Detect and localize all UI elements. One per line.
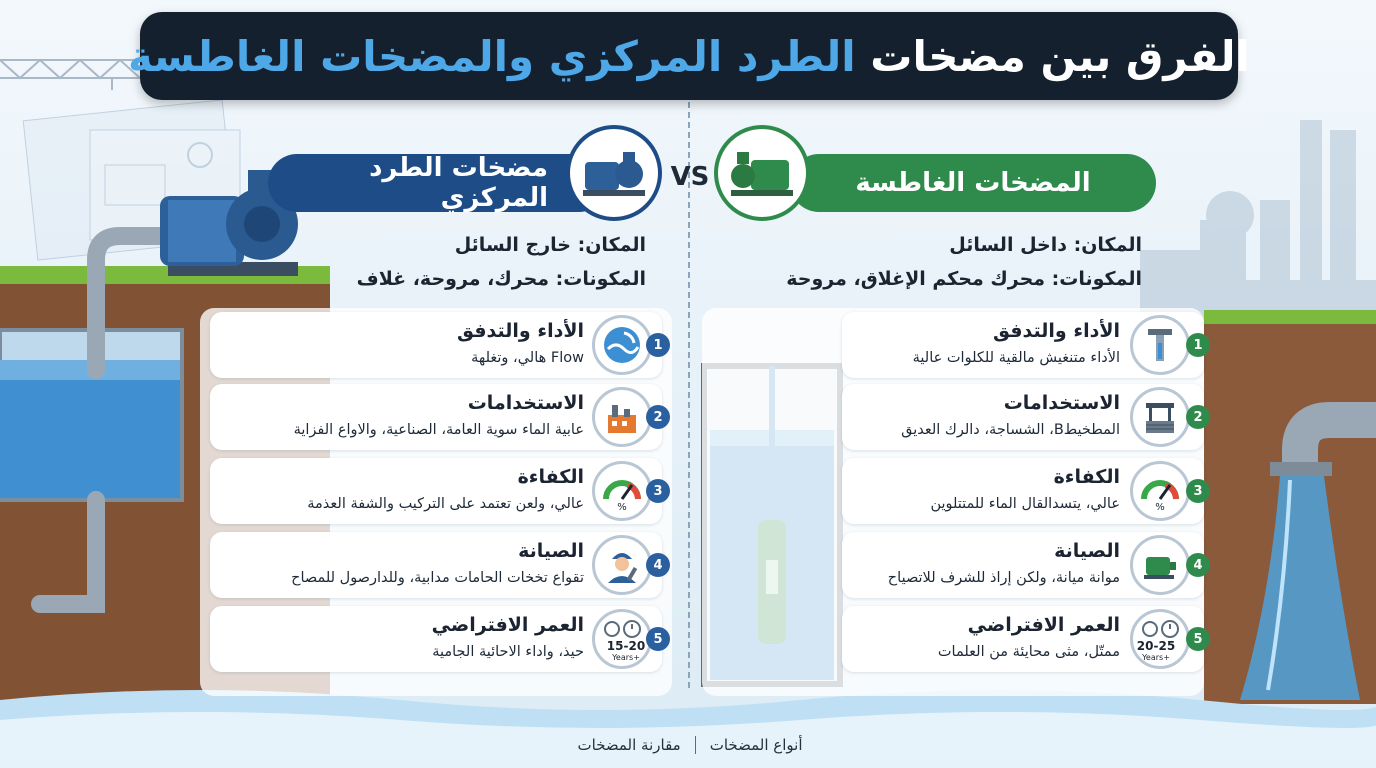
row-number: 1 bbox=[1186, 333, 1210, 357]
row-title: العمر الافتراضي bbox=[431, 614, 584, 636]
row-title: الكفاءة bbox=[517, 466, 584, 488]
factory-skyline bbox=[1140, 120, 1376, 320]
footer-separator bbox=[695, 736, 696, 754]
row-number: 5 bbox=[1186, 627, 1210, 651]
submersible-meta bbox=[780, 228, 1142, 296]
svg-text:%: % bbox=[617, 502, 627, 511]
row-number: 2 bbox=[1186, 405, 1210, 429]
row-title: العمر الافتراضي bbox=[967, 614, 1120, 636]
centrifugal-row-3 bbox=[210, 458, 662, 524]
row-title: الصيانة bbox=[518, 540, 584, 562]
submersible-location: المكان: داخل السائل bbox=[949, 234, 1142, 256]
submersible-row-3 bbox=[842, 458, 1204, 524]
centrifugal-components: المكونات: محرك، مروحة، غلاف bbox=[356, 268, 646, 290]
page-title bbox=[128, 32, 1250, 81]
title-banner bbox=[128, 12, 1250, 100]
footer-left-label: أنواع المضخات bbox=[709, 736, 803, 754]
row-number: 3 bbox=[646, 479, 670, 503]
submersible-row-4 bbox=[842, 532, 1204, 598]
motor-icon bbox=[1130, 535, 1190, 595]
row-title: الصيانة bbox=[1054, 540, 1120, 562]
centrifugal-row-5 bbox=[210, 606, 662, 672]
submersible-row-1 bbox=[842, 312, 1204, 378]
row-number: 3 bbox=[1186, 479, 1210, 503]
footer-right-label: مقارنة المضخات bbox=[577, 736, 681, 754]
row-desc: حيذ، واداء الاحائية الجامية bbox=[432, 644, 584, 660]
row-title: الكفاءة bbox=[1053, 466, 1120, 488]
worker-icon bbox=[592, 535, 652, 595]
submersible-heading: المضخات الغاطسة bbox=[855, 168, 1091, 198]
svg-text:%: % bbox=[1155, 502, 1165, 511]
submersible-components: المكونات: محرك محكم الإغلاق، مروحة bbox=[786, 268, 1142, 290]
gauge-icon bbox=[592, 461, 652, 521]
centrifugal-pump-icon bbox=[566, 125, 662, 221]
wave-icon bbox=[592, 315, 652, 375]
centrifugal-heading-band bbox=[268, 154, 608, 212]
submersible-row-2 bbox=[842, 384, 1204, 450]
footer bbox=[520, 730, 860, 760]
row-desc: عابية الماء سوية العامة، الصناعية، والاواع الفزاية bbox=[293, 422, 584, 438]
factory-icon bbox=[592, 387, 652, 447]
row-number: 4 bbox=[1186, 553, 1210, 577]
title-part-1: الفرق بين مضخات bbox=[870, 31, 1250, 81]
well-icon bbox=[1130, 387, 1190, 447]
row-number: 2 bbox=[646, 405, 670, 429]
row-desc: المطخيطB، الشساجة، دالرك العديق bbox=[901, 422, 1120, 438]
centrifugal-lifespan-badge: 15-20 Years+ bbox=[606, 639, 646, 662]
row-desc: تقواع تخخات الحامات مدابية، وللدارصول للمصاح bbox=[291, 570, 584, 586]
row-desc: Flow هالي، وتغلهة bbox=[471, 350, 584, 366]
row-desc: ممتّل، مثى محايئة من العلمات bbox=[937, 644, 1120, 660]
row-title: الأداء والتدفق bbox=[992, 320, 1120, 342]
gauge-icon bbox=[1130, 461, 1190, 521]
crane-structure bbox=[0, 60, 140, 90]
submersible-lifespan-badge: 20-25 Years+ bbox=[1136, 639, 1176, 662]
row-number: 1 bbox=[646, 333, 670, 357]
centrifugal-meta bbox=[300, 228, 646, 296]
row-desc: عالي، يتسدالقال الماء للمتتلوين bbox=[930, 496, 1120, 512]
row-desc: الأداء متنغيش مالقية للكلوات عالية bbox=[912, 350, 1120, 366]
row-title: الأداء والتدفق bbox=[456, 320, 584, 342]
centrifugal-row-1 bbox=[210, 312, 662, 378]
pipe-icon bbox=[1130, 315, 1190, 375]
row-title: الاستخدامات bbox=[1003, 392, 1120, 414]
submersible-heading-band bbox=[790, 154, 1156, 212]
vs-label: VS bbox=[670, 162, 710, 192]
row-desc: عالي، ولعن تعتمد على التركيب والشفة العذمة bbox=[307, 496, 584, 512]
centrifugal-heading: مضخات الطرد المركزي bbox=[369, 153, 548, 213]
title-part-2: الطرد المركزي والمضخات الغاطسة bbox=[128, 31, 856, 81]
row-number: 5 bbox=[646, 627, 670, 651]
row-desc: موانة ميانة، ولكن إراذ للشرف للاتصياح bbox=[887, 570, 1120, 586]
centrifugal-location: المكان: خارج السائل bbox=[454, 234, 646, 256]
centrifugal-row-2 bbox=[210, 384, 662, 450]
centrifugal-row-4 bbox=[210, 532, 662, 598]
submersible-pump-icon bbox=[714, 125, 810, 221]
row-number: 4 bbox=[646, 553, 670, 577]
row-title: الاستخدامات bbox=[467, 392, 584, 414]
